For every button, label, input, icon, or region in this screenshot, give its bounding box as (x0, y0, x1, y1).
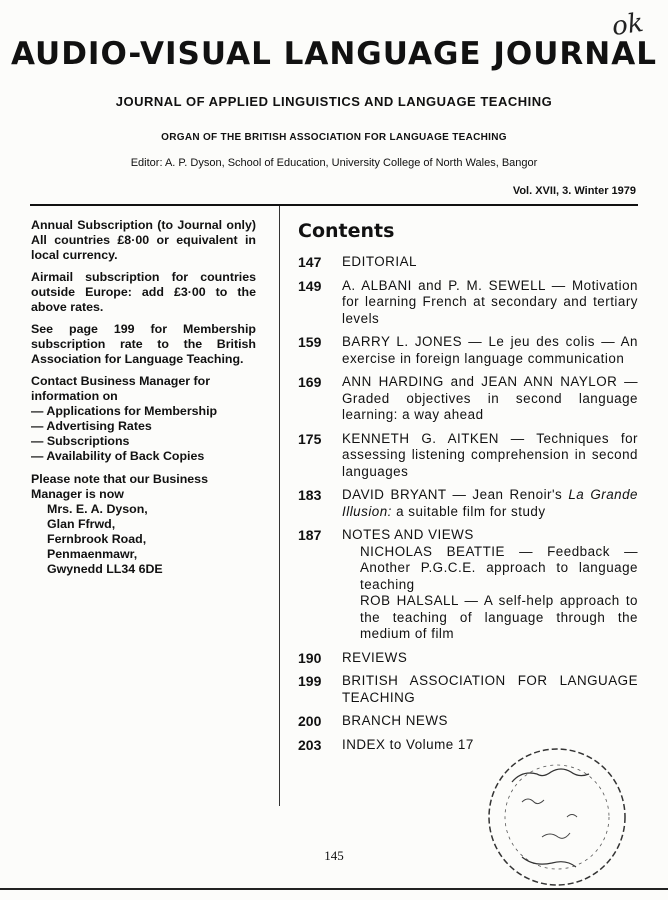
toc-title-part: DAVID BRYANT — Jean Renoir's (342, 487, 569, 502)
toc-title (342, 487, 638, 520)
toc-page: 199 (298, 673, 322, 689)
toc-title: REVIEWS (342, 649, 408, 665)
toc-entry (298, 487, 638, 520)
toc-title: BRANCH NEWS (342, 713, 448, 728)
manager-section (31, 472, 256, 577)
page-number: 145 (324, 848, 344, 863)
toc-entry (298, 673, 638, 706)
journal-title: AUDIO-VISUAL LANGUAGE JOURNAL (10, 36, 657, 72)
manager-intro: Please note that our Business Manager is now (31, 472, 208, 501)
subscription-note: Annual Subscription (to Journal only) All countries £8·00 or equivalent in local currency. (31, 218, 256, 262)
address-line: Fernbrook Road, (47, 532, 147, 546)
toc-entry (298, 334, 638, 367)
toc-subentry: NICHOLAS BEATTIE — Feedback — Another P.G.C.E. approach to language teaching (360, 543, 638, 592)
toc-page: 183 (298, 487, 322, 503)
toc-page: 169 (298, 374, 322, 390)
toc-entry (298, 254, 638, 271)
bottom-edge-line (0, 888, 668, 890)
header-divider (30, 204, 638, 206)
toc-title: EDITORIAL (342, 254, 417, 269)
toc-title: BRITISH ASSOCIATION FOR LANGUAGE TEACHING (342, 673, 638, 705)
handwritten-ok-mark: ok (610, 7, 646, 43)
toc-entry (298, 374, 638, 424)
toc-page: 190 (298, 649, 322, 666)
toc-page: 149 (298, 277, 322, 294)
toc-title: ANN HARDING and JEAN ANN NAYLOR — Graded objectives in second language learning: a way ahead (342, 374, 638, 422)
toc-entry (298, 650, 638, 667)
toc-section (342, 527, 638, 643)
journal-subtitle: JOURNAL OF APPLIED LINGUISTICS AND LANGUAGE TEACHING (115, 94, 553, 109)
column-divider (279, 206, 280, 806)
address-line: Penmaenmawr, (47, 547, 138, 561)
table-of-contents (298, 254, 638, 760)
contact-item: — Advertising Rates (31, 419, 152, 433)
library-stamp-icon (482, 742, 632, 892)
membership-note: See page 199 for Membership subscription rate to the British Association for Language Teaching. (31, 322, 256, 366)
toc-page: 147 (298, 254, 322, 270)
volume-info: Vol. XVII, 3. Winter 1979 (512, 185, 636, 197)
address-line: Mrs. E. A. Dyson, (47, 502, 148, 516)
toc-title: NOTES AND VIEWS (342, 527, 474, 542)
contact-item: — Availability of Back Copies (31, 449, 205, 463)
toc-entry (298, 278, 638, 328)
toc-entry (298, 527, 638, 643)
address-line: Glan Ffrwd, (47, 517, 116, 531)
toc-title: KENNETH G. AITKEN — Techniques for assessing listening comprehension in second languages (342, 430, 638, 479)
toc-page: 187 (298, 527, 322, 543)
toc-subentry: ROB HALSALL — A self-help approach to the teaching of language through the medium of film (360, 593, 638, 641)
film-title: La Grande Illusion: (342, 487, 638, 519)
toc-page: 159 (298, 334, 322, 350)
contact-section (31, 374, 256, 464)
toc-title-part: a suitable film for study (391, 503, 546, 519)
toc-title: INDEX to Volume 17 (342, 736, 474, 752)
address-line: Gwynedd LL34 6DE (47, 562, 163, 576)
toc-title: BARRY L. JONES — Le jeu des colis — An exercise in foreign language communication (342, 334, 638, 366)
editor-line: Editor: A. P. Dyson, School of Education, University College of North Wales, Bangor (130, 157, 538, 169)
toc-entry (298, 431, 638, 481)
contact-intro: Contact Business Manager for information on (31, 374, 211, 403)
contents-heading: Contents (298, 220, 395, 242)
contact-item: — Subscriptions (31, 434, 130, 448)
toc-page: 200 (298, 713, 322, 729)
toc-title: A. ALBANI and P. M. SEWELL — Motivation for learning French at secondary and tertiary levels (342, 277, 638, 326)
toc-page: 203 (298, 736, 322, 753)
organ-line: ORGAN OF THE BRITISH ASSOCIATION FOR LANGUAGE TEACHING (161, 132, 507, 143)
airmail-note: Airmail subscription for countries outside Europe: add £3·00 to the above rates. (31, 270, 256, 314)
toc-page: 175 (298, 430, 322, 447)
sidebar-info (31, 218, 256, 577)
toc-entry (298, 713, 638, 730)
contact-item: — Applications for Membership (31, 404, 218, 418)
